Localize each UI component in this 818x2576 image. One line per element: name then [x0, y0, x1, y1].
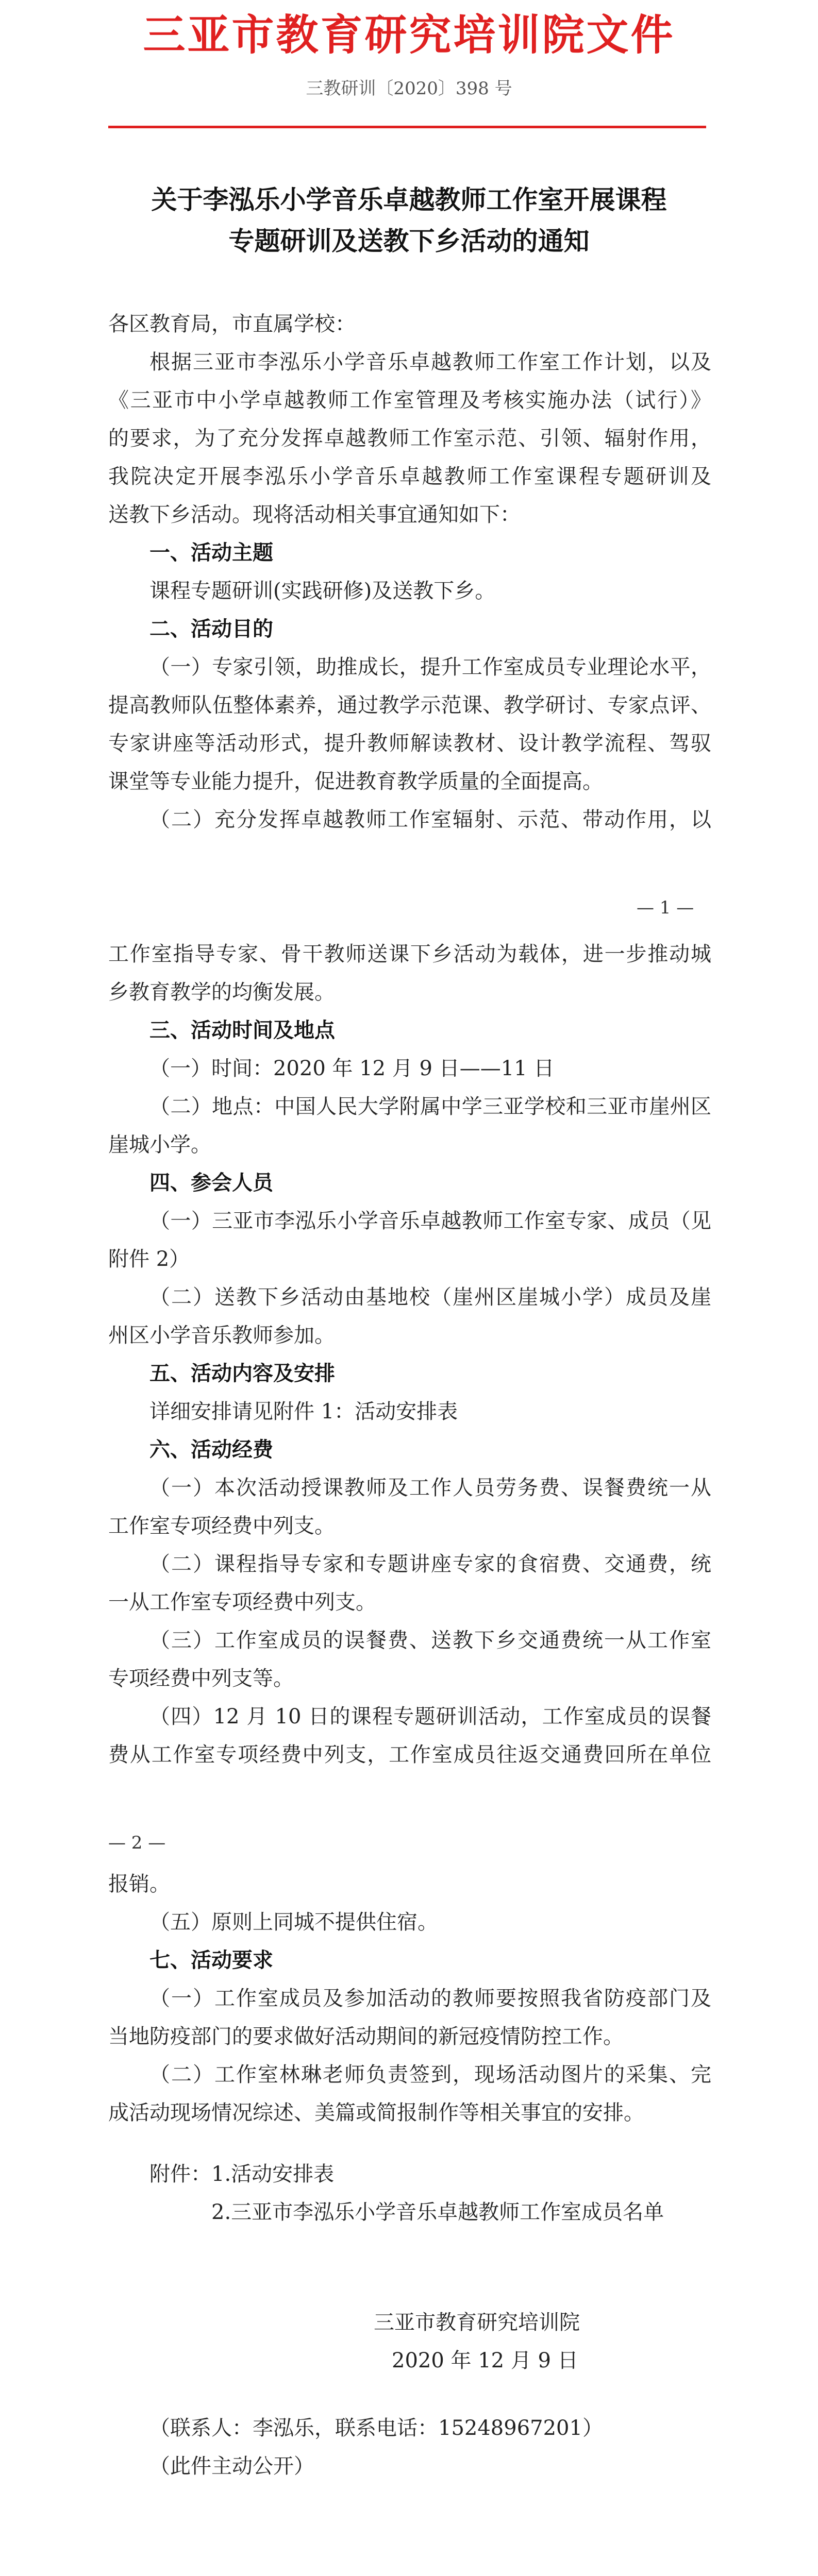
- funding-line: （五）原则上同城不提供住宿。: [149, 1910, 438, 1934]
- purpose-item-line: 工作室指导专家、骨干教师送课下乡活动为载体，进一步推动城: [108, 942, 711, 966]
- section-heading-funding: 六、活动经费: [149, 1437, 273, 1462]
- section-heading-content: 五、活动内容及安排: [149, 1361, 335, 1385]
- requirements-line: （一）工作室成员及参加活动的教师要按照我省防疫部门及: [149, 1987, 711, 2010]
- participants-line: 附件 2）: [108, 1247, 190, 1271]
- funding-line: （三）工作室成员的误餐费、送教下乡交通费统一从工作室: [149, 1629, 711, 1652]
- intro-line: 《三亚市中小学卓越教师工作室管理及考核实施办法（试行）》: [108, 388, 711, 412]
- funding-line: 专项经费中列支等。: [108, 1667, 294, 1690]
- document-title-line-1: 关于李泓乐小学音乐卓越教师工作室开展课程: [151, 184, 667, 215]
- section-heading-time-place: 三、活动时间及地点: [149, 1018, 335, 1042]
- requirements-line: 当地防疫部门的要求做好活动期间的新冠疫情防控工作。: [108, 2025, 624, 2048]
- requirements-line: 成活动现场情况综述、美篇或简报制作等相关事宜的安排。: [108, 2101, 644, 2125]
- participants-line: （一）三亚市李泓乐小学音乐卓越教师工作室专家、成员（见: [149, 1209, 711, 1233]
- funding-line: （一）本次活动授课教师及工作人员劳务费、误餐费统一从: [149, 1476, 711, 1500]
- funding-line: （四）12 月 10 日的课程专题研训活动，工作室成员的误餐: [149, 1705, 711, 1728]
- intro-line: 送教下乡活动。现将活动相关事宜通知如下：: [108, 503, 521, 527]
- section-heading-requirements: 七、活动要求: [149, 1948, 273, 1972]
- page-number: — 1 —: [637, 897, 694, 918]
- section-theme-text: 课程专题研训(实践研修)及送教下乡。: [149, 579, 496, 603]
- attachment-item: 1.活动安排表: [211, 2162, 335, 2186]
- time-line: （一）时间：2020 年 12 月 9 日——11 日: [149, 1057, 555, 1080]
- section-heading-purpose: 二、活动目的: [149, 617, 273, 641]
- purpose-item-line: 专家讲座等活动形式，提升教师解读教材、设计教学流程、驾驭: [108, 732, 711, 755]
- attachments-label: 附件：: [149, 2162, 211, 2186]
- public-notice-line: （此件主动公开）: [149, 2454, 314, 2478]
- place-line: （二）地点：中国人民大学附属中学三亚学校和三亚市崖州区: [149, 1095, 711, 1118]
- funding-line: 一从工作室专项经费中列支。: [108, 1590, 376, 1614]
- attachment-item: 2.三亚市李泓乐小学音乐卓越教师工作室成员名单: [211, 2200, 664, 2224]
- place-line: 崖城小学。: [108, 1133, 211, 1157]
- purpose-item-line: 提高教师队伍整体素养，通过教学示范课、教学研讨、专家点评、: [108, 693, 711, 717]
- intro-line: 根据三亚市李泓乐小学音乐卓越教师工作室工作计划，以及: [149, 350, 711, 374]
- purpose-item-line: 乡教育教学的均衡发展。: [108, 980, 335, 1004]
- contact-line: （联系人：李泓乐，联系电话：15248967201）: [149, 2416, 603, 2440]
- section-heading-participants: 四、参会人员: [149, 1171, 273, 1195]
- funding-line: （二）课程指导专家和专题讲座专家的食宿费、交通费，统: [149, 1552, 711, 1576]
- funding-line: 费从工作室专项经费中列支，工作室成员往返交通费回所在单位: [108, 1743, 711, 1767]
- intro-line: 的要求，为了充分发挥卓越教师工作室示范、引领、辐射作用，: [108, 427, 711, 450]
- page-number: — 2 —: [108, 1833, 166, 1853]
- purpose-item-line: （一）专家引领，助推成长，提升工作室成员专业理论水平，: [149, 655, 711, 679]
- document-title-line-2: 专题研训及送教下乡活动的通知: [228, 226, 590, 256]
- participants-line: 州区小学音乐教师参加。: [108, 1324, 335, 1347]
- document-header-title: 三亚市教育研究培训院文件: [143, 10, 675, 60]
- content-line: 详细安排请见附件 1：活动安排表: [149, 1400, 458, 1423]
- section-heading-theme: 一、活动主题: [149, 540, 273, 565]
- recipients-line: 各区教育局，市直属学校：: [108, 312, 356, 336]
- funding-line: 工作室专项经费中列支。: [108, 1514, 335, 1538]
- funding-line: 报销。: [108, 1872, 170, 1896]
- header-divider: [108, 126, 706, 128]
- document-number: 三教研训〔2020〕398 号: [306, 78, 512, 99]
- purpose-item-line: 课堂等专业能力提升，促进教育教学质量的全面提高。: [108, 770, 603, 793]
- purpose-item-line: （二）充分发挥卓越教师工作室辐射、示范、带动作用，以: [149, 808, 711, 832]
- participants-line: （二）送教下乡活动由基地校（崖州区崖城小学）成员及崖: [149, 1285, 711, 1309]
- signature-org: 三亚市教育研究培训院: [374, 2311, 580, 2334]
- signature-date: 2020 年 12 月 9 日: [392, 2349, 578, 2372]
- intro-line: 我院决定开展李泓乐小学音乐卓越教师工作室课程专题研训及: [108, 465, 711, 488]
- requirements-line: （二）工作室林琳老师负责签到，现场活动图片的采集、完: [149, 2063, 711, 2087]
